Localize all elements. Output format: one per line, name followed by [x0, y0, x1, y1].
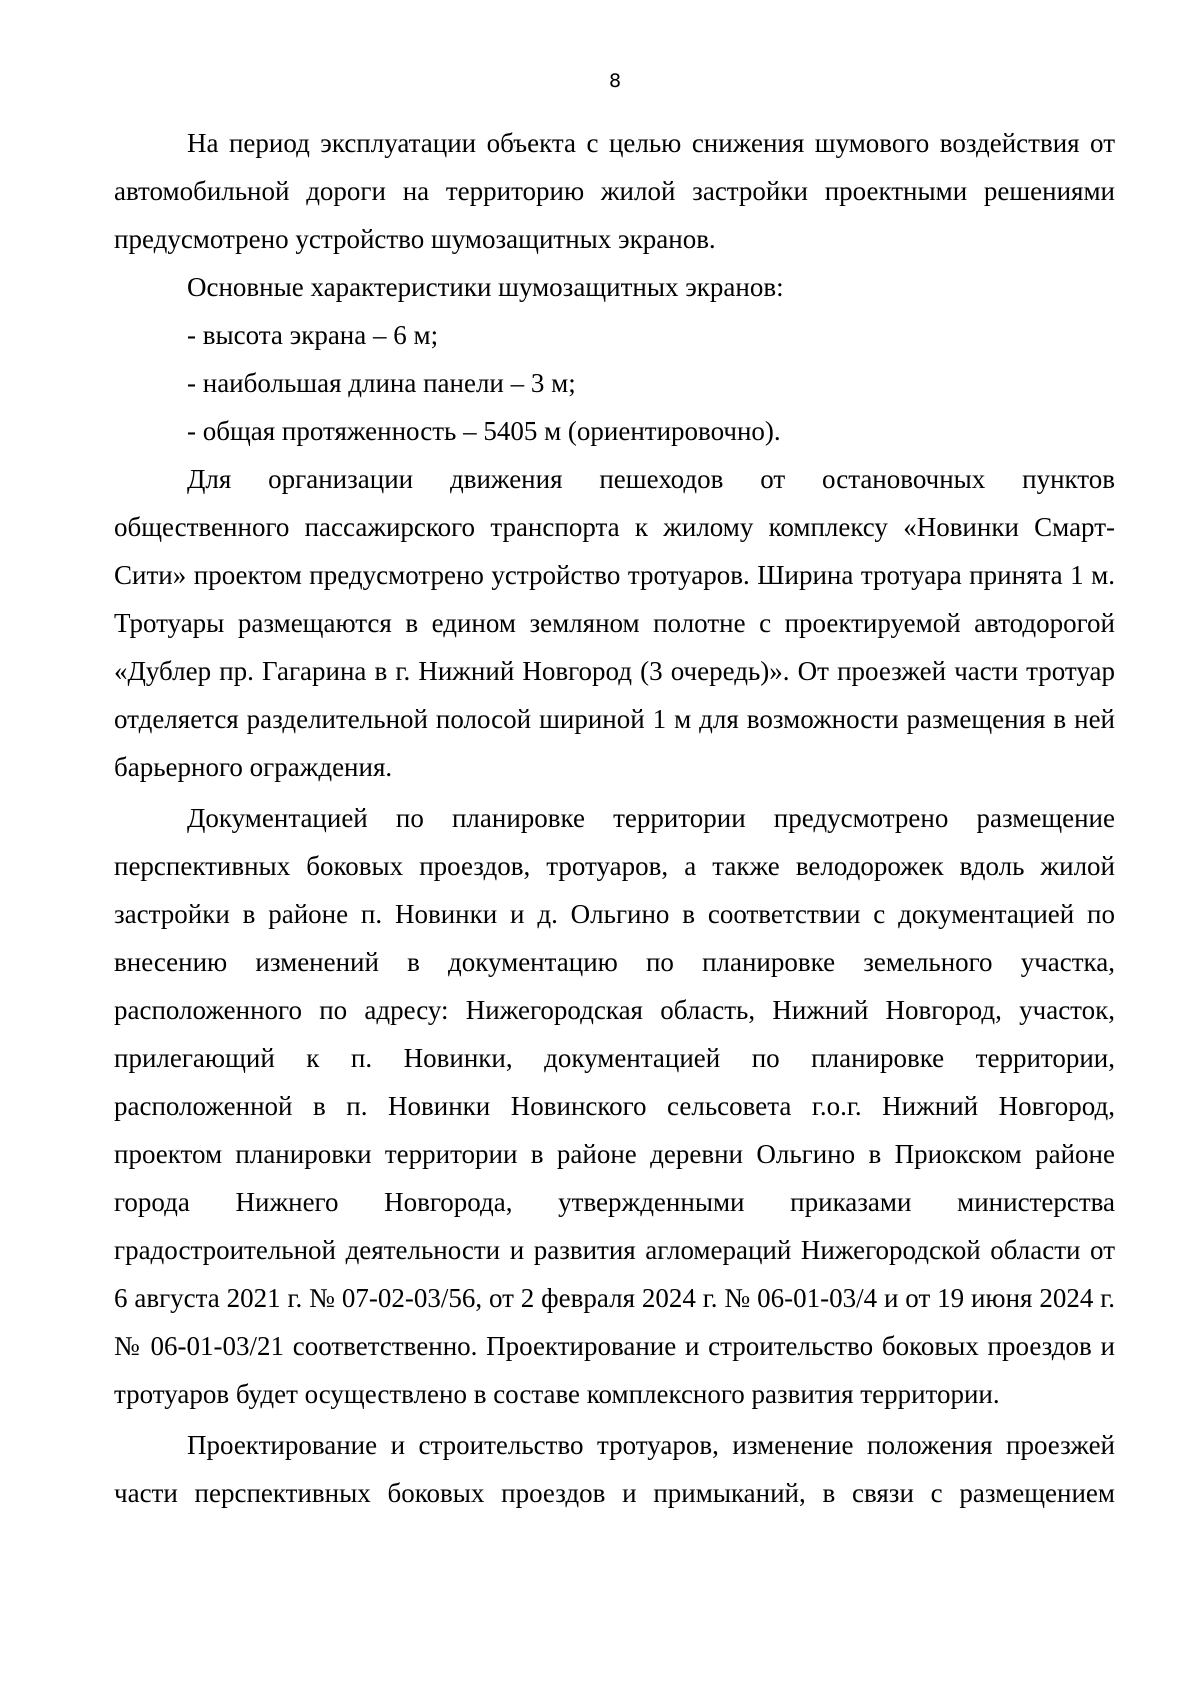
paragraph-sidewalks: Для организации движения пешеходов от остановочных пунктов общественного пассажирского транспорта к жилому комплексу «Новинки Смарт-Сити» проектом предусмотрено устройство тротуаров. Ширина тротуара принята 1 м. Тротуары размещаются в едином земляном полотне с проектируемой автодорогой «Дублер пр. Гагарина в г. Нижний Новгород (3 очередь)». От проезжей части тротуар отделяется разделительной полосой шириной 1 м для возможности размещения в ней барьерного ограждения.: [114, 464, 1115, 782]
page-number: 8: [608, 70, 622, 92]
list-item-screen-height: - высота экрана – 6 м;: [187, 320, 439, 350]
paragraph-sidewalk-construction: Проектирование и строительство тротуаров, изменение положения проезжей части перспективных боковых проездов и примыканий, в связи с размещением: [114, 1430, 1115, 1508]
paragraph-noise-screens: На период эксплуатации объекта с целью снижения шумового воздействия от автомобильной дороги на территорию жилой застройки проектными решениями предусмотрено устройство шумозащитных экранов.: [114, 128, 1115, 254]
document-body: [114, 119, 1115, 1517]
paragraph-screen-characteristics: Основные характеристики шумозащитных экранов:: [187, 272, 784, 302]
paragraph-planning-documentation: Документацией по планировке территории предусмотрено размещение перспективных боковых проездов, тротуаров, а также велодорожек вдоль жилой застройки в районе п. Новинки и д. Ольгино в соответствии с документацией по внесению изменений в документацию по планировке земельного участка, расположенного по адресу: Нижегородская область, Нижний Новгород, участок, прилегающий к п. Новинки, документацией по планировке территории, расположенной в п. Новинки Новинского сельсовета г.о.г. Нижний Новгород, проектом планировки территории в районе деревни Ольгино в Приокском районе города Нижнего Новгорода, утвержденными приказами министерства градостроительной деятельности и развития агломераций Нижегородской области от 6 августа 2021 г. № 07-02-03/56, от 2 февраля 2024 г. № 06-01-03/4 и от 19 июня 2024 г. № 06-01-03/21 соответственно. Проектирование и строительство боковых проездов и тротуаров будет осуществлено в составе комплексного развития территории.: [114, 803, 1115, 1409]
list-item-panel-length: - наибольшая длина панели – 3 м;: [187, 368, 576, 398]
list-item-total-length: - общая протяженность – 5405 м (ориентировочно).: [187, 416, 781, 446]
